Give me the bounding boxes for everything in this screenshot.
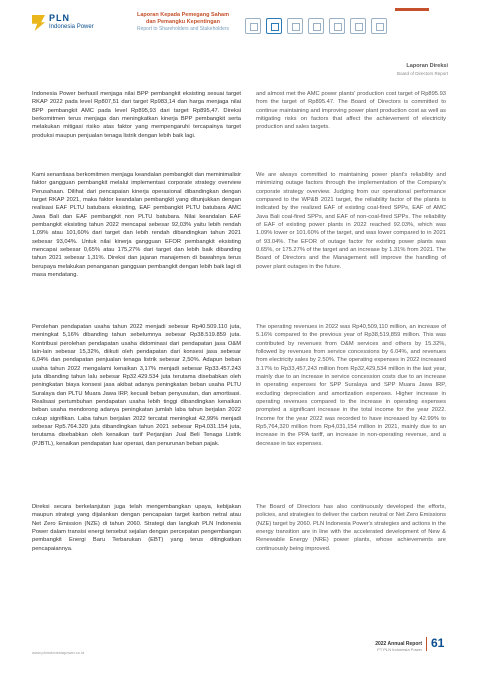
section-heading	[397, 63, 448, 77]
paragraph-id-4: Direksi secara berkelanjutan juga telah mengembangkan upaya, kebijakan maupun strategi yang dijalankan dengan pencapaian target karbon netral atau Net Zero Emission (NZE) di tahun 2060. Strategi dan langkah PLN Indonesia Power dalam transisi energi tersebut sejalan dengan percepatan pengembangan pembangkit Energi Baru Terbarukan (EBT) yang terus ditingkatkan pencapaiannya.	[32, 504, 241, 552]
page-header	[0, 0, 480, 58]
paragraph-en-1: and almost met the AMC power plants' production cost target of Rp895.93 from the target of Rp895.47. The Board of Directors is committed to continue maintaining and improving power plant production cost as well as mitigating risks on factors that affect the achievement of electricity production and sales targets.	[256, 91, 446, 131]
sustainability-icon[interactable]	[329, 18, 345, 34]
company-logo[interactable]	[32, 14, 94, 32]
footer-divider	[426, 637, 427, 651]
footer-website-link[interactable]: www.plnindonesiapower.co.id	[32, 650, 85, 655]
page-number: 61	[431, 636, 445, 650]
footer-report	[375, 641, 422, 653]
footer-report-year: 2022 Annual Report	[375, 641, 422, 647]
profile-icon[interactable]	[266, 18, 282, 34]
logo-name: PLN	[49, 13, 70, 23]
overview-icon[interactable]	[245, 18, 261, 34]
paragraph-id-1: Indonesia Power berhasil menjaga nilai BPP pembangkit eksisting sesuai target RKAP 2022 pada level Rp807,51 dari target Rp983,14 dan harga menjaga nilai BPP pembangkit AMC pada level Rp895,93 dari target Rp895,47. Direksi berkomitmen terus menjaga dan meningkatkan kinerja BPP pembangkit serta melakukan mitigasi risiko atas faktor yang mempengaruhi tercapainya target produksi maupun penjualan tenaga listrik dengan lebih baik lagi.	[32, 91, 241, 139]
governance-icon[interactable]	[308, 18, 324, 34]
document-icon[interactable]	[350, 18, 366, 34]
report-title-en: Report to Shareholders and Stakeholders	[136, 26, 229, 32]
paragraph-id-3: Perolehan pendapatan usaha tahun 2022 menjadi sebesar Rp40.509.110 juta, meningkat 5,16% dibanding tahun sebelumnya sebesar Rp38.519.859 juta. Kontribusi perolehan pendapatan usaha didominasi dari pendapatan jasa O&M lain-lain sebesar 15,32%, diikuti oleh pendapatan dari konsesi jasa sebesar 6,04% dan pendapatan penjualan tenaga listrik sebesar 2,50%. Adapun beban usaha tahun 2022 mengalami kenaikan 3,17% menjadi sebesar Rp33.457.243 juta dibanding tahun lalu sebesar Rp32.429.534 juta terutama disebabkan oleh peningkatan biaya konsesi jasa akibat adanya peningkatan beban usaha PLTU Suralaya dan PLTU Muara Jawa IRP, kecuali beban penyusutan, dan amortisasi. Realisasi pertumbuhan pendapatan usaha lebih tinggi dibandingkan kenaikan beban usaha mendorong adanya peningkatan jumlah laba tahun berjalan 2022 cukup signifikan. Laba tahun berjalan 2022 tercatat meningkat 42,99% menjadi sebesar Rp5.764.320 juta dibandingkan tahun 2021 sebesar Rp4.031.154 juta, terutama disebabkan oleh kenaikan tarif Perjanjian Jual Beli Tenaga Listrik (PJBTL), kenaikan pendapatan luar operasi, dan penurunan beban pajak.	[32, 324, 241, 447]
section-title-en: Board of Directors Report	[396, 71, 448, 76]
analysis-icon[interactable]	[287, 18, 303, 34]
footer-report-company: PT PLN Indonesia Power	[377, 647, 422, 652]
report-title	[133, 12, 233, 33]
logo-sub: Indonesia Power	[49, 24, 94, 30]
report-title-id: Laporan Kepada Pemegang Saham dan Pemangku Kepentingan	[137, 12, 229, 25]
paragraph-en-2: We are always committed to maintaining power plant's reliability and minimizing outage factors through the implementation of the Company's corporate strategy overview. Judging from our operational performance compared to the WP&B 2021 target, the reliability factor of the plants is indicated by the realized EAF of existing coal-fired SPPs, EAF of AMC Java Bali coal-fired SPPs, and EAF of non-coal-fired SPPs. The reliability of EAF of existing power plants in 2022 reached 92.03%, which was 1.09% lower or 101.60% of the target, and was lower compared to in 2021 of 93.04%. The EFOR of outage factor for existing power plants was 0.65%, or 175.27% of the target and an increase by 1.31% from 2021. The Board of Directors and the Management will improve the handling of power plant outages in the future.	[256, 172, 446, 270]
lightning-bolt-icon	[32, 15, 45, 31]
active-chapter-bar	[395, 8, 429, 11]
section-title-id: Laporan Direksi	[406, 63, 448, 69]
paragraph-en-3: The operating revenues in 2022 was Rp40,509,110 million, an increase of 5.16% compared to the previous year of Rp38,519,859 million. This was contributed by revenues from O&M services and others by 15.32%, followed by revenues from service concessions by 6.04%, and revenues from electricity sales by 2.50%. The operating expenses in 2022 increased 3.17% to Rp33,457,243 million from Rp32,429,534 million in the last year, mainly due to an increase in service concession costs due to an increase in operating expenses for SPP Suralaya and SPP Muara Jawa IRP, excluding depreciation and amortization expenses. Higher increase in operating revenues compared to the increase in operating expenses prompted a significant increase in the total income for the year 2022. Income for the year 2022 was recorded to have increased by 42.99% to Rp5,764,320 million from Rp4,031,154 million in 2021, mainly due to an increase in the PPA tariff, an increase in non-operating revenue, and a decrease in tax expenses.	[256, 324, 446, 447]
chapter-navigation	[245, 18, 387, 34]
financial-icon[interactable]	[371, 18, 387, 34]
paragraph-en-4: The Board of Directors has also continuously developed the efforts, policies, and strategies to deliver the carbon neutral or Net Zero Emissions (NZE) target by 2060. PLN Indonesia Power's strategies and actions in the energy transition are in line with the accelerated development of New & Renewable Energy (NRE) power plants, whose achievements are continuously being improved.	[256, 504, 446, 552]
paragraph-id-2: Kami senantiasa berkomitmen menjaga keandalan pembangkit dan meminimalisir faktor gangguan pembangkit melalui implementasi corporate strategy overview Perusahaan. Dilihat dari pencapaian kinerja operasional dibandingkan dengan target RKAP 2021, maka faktor keandalan pembangkit yang ditunjukkan dengan realisasi EAF PLTU batubara eksisting, EAF pembangkit PLTU batubara AMC Jawa Bali dan EAF pembangkit non PLTU batubara. Nilai keandalan EAF pembangkit eksisting tahun 2022 mencapai sebesar 92,03% yaitu lebih rendah 1,09% atau 101,60% dari target dan lebih rendah dibandingkan tahun 2021 sebesar 93,04%. Untuk nilai kinerja gangguan EFOR pembangkit eksisting mencapai sebesar 0,65% atau 175,27% dari target dan lebih baik dibanding tahun 2021 sebesar 1,31%. Direksi dan jajaran manajemen di bawahnya terus berupaya melakukan penanganan gangguan pembangkit dengan lebih baik lagi di masa mendatang.	[32, 172, 241, 279]
